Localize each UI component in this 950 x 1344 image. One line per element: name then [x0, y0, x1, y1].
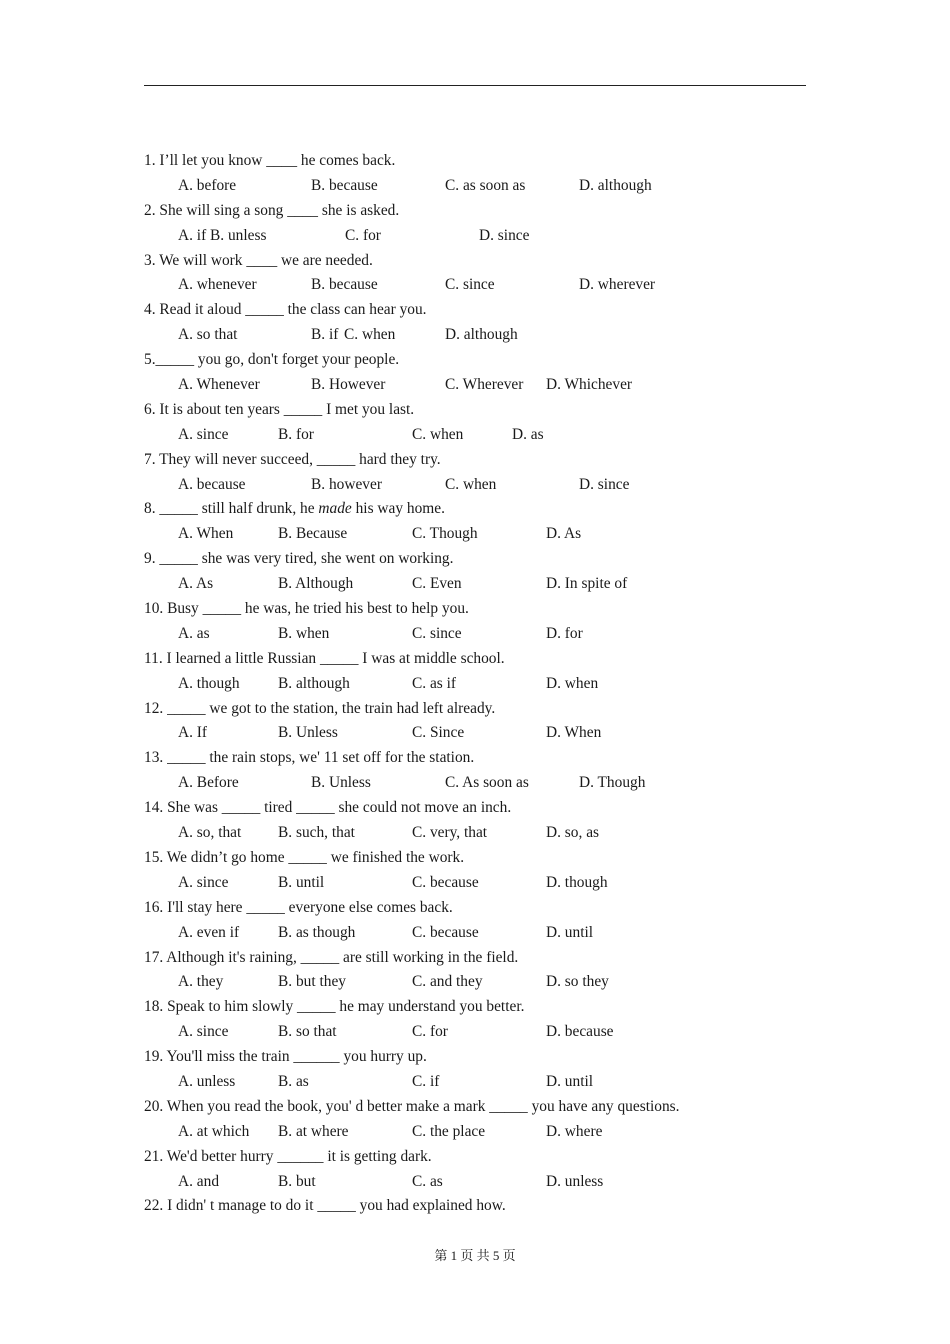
- option-c: C. as: [412, 1172, 443, 1190]
- option-d: D. Whichever: [546, 376, 633, 394]
- options-row: [144, 174, 806, 199]
- option-c: C. when: [344, 326, 396, 344]
- option-b: B. as though: [278, 923, 356, 941]
- option-b: B. although: [278, 674, 350, 692]
- option-b: B. when: [278, 624, 330, 642]
- option-d: D. As: [546, 525, 582, 543]
- option-a: A. unless: [178, 1072, 236, 1090]
- options-row: [144, 1170, 806, 1195]
- option-c: C. Though: [412, 525, 478, 543]
- option-a: A. though: [178, 674, 240, 692]
- option-a: A. if: [178, 226, 207, 244]
- option-d: D. where: [546, 1122, 603, 1140]
- options-row: [144, 522, 806, 547]
- option-c: C. for: [412, 1023, 448, 1041]
- option-d: D. since: [479, 226, 530, 244]
- question-stem: 19. You'll miss the train ______ you hurry up.: [144, 1048, 427, 1066]
- option-d: D. although: [579, 176, 652, 194]
- option-a: A. because: [178, 475, 246, 493]
- option-b: B. but: [278, 1172, 316, 1190]
- option-c: C. since: [445, 276, 495, 294]
- question-stem: 5._____ you go, don't forget your people.: [144, 351, 400, 369]
- options-row: [144, 373, 806, 398]
- options-row: [144, 970, 806, 995]
- option-d: D. wherever: [579, 276, 656, 294]
- option-c: C. when: [445, 475, 497, 493]
- question-stem: 3. We will work ____ we are needed.: [144, 251, 373, 269]
- options-row: [144, 423, 806, 448]
- option-c: C. and they: [412, 973, 483, 991]
- question-list: [144, 149, 806, 1219]
- option-b: B. but they: [278, 973, 346, 991]
- question-stem: 9. _____ she was very tired, she went on working.: [144, 550, 454, 568]
- options-row: [144, 1020, 806, 1045]
- option-b: B. Unless: [311, 774, 371, 792]
- options-row: [144, 224, 806, 249]
- options-row: [144, 1120, 806, 1145]
- option-c: C. for: [345, 226, 381, 244]
- options-row: [144, 921, 806, 946]
- option-d: D. until: [546, 1072, 594, 1090]
- option-a: A. and: [178, 1172, 220, 1190]
- option-d: D. because: [546, 1023, 614, 1041]
- option-a: A. since: [178, 425, 229, 443]
- options-row: [144, 771, 806, 796]
- option-d: D. In spite of: [546, 575, 628, 593]
- question-stem: 2. She will sing a song ____ she is asked.: [144, 201, 400, 219]
- options-row: [144, 1070, 806, 1095]
- option-b: B. Unless: [278, 724, 338, 742]
- options-row: [144, 473, 806, 498]
- option-b: B. because: [311, 276, 378, 294]
- option-c: C. because: [412, 873, 479, 891]
- option-a: A. since: [178, 1023, 229, 1041]
- options-row: [144, 672, 806, 697]
- option-a: A. Before: [178, 774, 239, 792]
- options-row: [144, 323, 806, 348]
- header-rule: [144, 85, 806, 86]
- option-a: A. As: [178, 575, 214, 593]
- stem-text: 8. _____ still half drunk, he: [144, 500, 319, 518]
- option-b: B. at where: [278, 1122, 349, 1140]
- question-stem: [144, 497, 806, 522]
- question-stem: 17. Although it's raining, _____ are still working in the field.: [144, 948, 519, 966]
- option-d: D. Though: [579, 774, 646, 792]
- option-b: B. such, that: [278, 824, 355, 842]
- emphasis-text: made: [318, 500, 352, 518]
- option-a: A. whenever: [178, 276, 257, 294]
- option-d: D. as: [512, 425, 544, 443]
- question-stem: 12. _____ we got to the station, the train had left already.: [144, 699, 496, 717]
- option-b: B. until: [278, 873, 325, 891]
- option-b: B. so that: [278, 1023, 337, 1041]
- option-a: A. Whenever: [178, 376, 260, 394]
- option-d: D. since: [579, 475, 630, 493]
- options-row: [144, 273, 806, 298]
- option-a: A. even if: [178, 923, 240, 941]
- option-a: A. If: [178, 724, 208, 742]
- option-b: B. unless: [210, 226, 267, 244]
- question-stem: 16. I'll stay here _____ everyone else comes back.: [144, 898, 453, 916]
- option-c: C. since: [412, 624, 462, 642]
- option-b: B. Although: [278, 575, 354, 593]
- option-c: C. as if: [412, 674, 457, 692]
- option-d: D. although: [445, 326, 518, 344]
- option-b: B. Because: [278, 525, 348, 543]
- option-c: C. the place: [412, 1122, 486, 1140]
- option-a: A. they: [178, 973, 224, 991]
- option-d: D. though: [546, 873, 608, 891]
- option-c: C. Wherever: [445, 376, 524, 394]
- option-c: C. because: [412, 923, 479, 941]
- option-c: C. as soon as: [445, 176, 526, 194]
- options-row: [144, 622, 806, 647]
- option-d: D. so they: [546, 973, 609, 991]
- page-footer: 第 1 页 共 5 页: [434, 1248, 516, 1263]
- question-stem: 15. We didn’t go home _____ we finished the work.: [144, 848, 465, 866]
- question-stem: 7. They will never succeed, _____ hard they try.: [144, 450, 441, 468]
- option-a: A. before: [178, 176, 237, 194]
- option-b: B. However: [311, 376, 386, 394]
- option-b: B. as: [278, 1072, 309, 1090]
- question-stem: 14. She was _____ tired _____ she could not move an inch.: [144, 799, 512, 817]
- option-d: D. for: [546, 624, 583, 642]
- question-stem: 22. I didn' t manage to do it _____ you had explained how.: [144, 1197, 506, 1215]
- option-a: A. at which: [178, 1122, 250, 1140]
- question-stem: 1. I’ll let you know ____ he comes back.: [144, 152, 396, 169]
- option-b: B. because: [311, 176, 378, 194]
- option-a: A. so, that: [178, 824, 242, 842]
- option-c: C. Since: [412, 724, 465, 742]
- option-d: D. so, as: [546, 824, 600, 842]
- option-d: D. when: [546, 674, 599, 692]
- question-stem: 20. When you read the book, you' d better make a mark _____ you have any questions.: [144, 1097, 680, 1115]
- question-stem: 6. It is about ten years _____ I met you last.: [144, 400, 415, 418]
- option-a: A. When: [178, 525, 234, 543]
- option-c: C. Even: [412, 575, 462, 593]
- question-stem: 10. Busy _____ he was, he tried his best to help you.: [144, 600, 469, 618]
- option-d: D. When: [546, 724, 602, 742]
- option-b: B. if: [311, 326, 339, 344]
- options-row: [144, 572, 806, 597]
- option-b: B. however: [311, 475, 382, 493]
- option-c: C. when: [412, 425, 464, 443]
- option-c: C. if: [412, 1072, 440, 1090]
- question-stem: 13. _____ the rain stops, we' 11 set off for the station.: [144, 749, 475, 767]
- options-row: [144, 821, 806, 846]
- option-c: C. As soon as: [445, 774, 529, 792]
- question-stem: 4. Read it aloud _____ the class can hear you.: [144, 301, 427, 319]
- option-d: D. unless: [546, 1172, 604, 1190]
- options-row: [144, 871, 806, 896]
- question-stem: 18. Speak to him slowly _____ he may understand you better.: [144, 998, 525, 1016]
- option-a: A. as: [178, 624, 210, 642]
- question-stem: 21. We'd better hurry ______ it is getting dark.: [144, 1147, 432, 1165]
- question-stem: 11. I learned a little Russian _____ I was at middle school.: [144, 649, 505, 667]
- option-d: D. until: [546, 923, 594, 941]
- option-b: B. for: [278, 425, 314, 443]
- option-a: A. since: [178, 873, 229, 891]
- option-a: A. so that: [178, 326, 238, 344]
- options-row: [144, 721, 806, 746]
- option-c: C. very, that: [412, 824, 488, 842]
- stem-text: his way home.: [351, 500, 445, 518]
